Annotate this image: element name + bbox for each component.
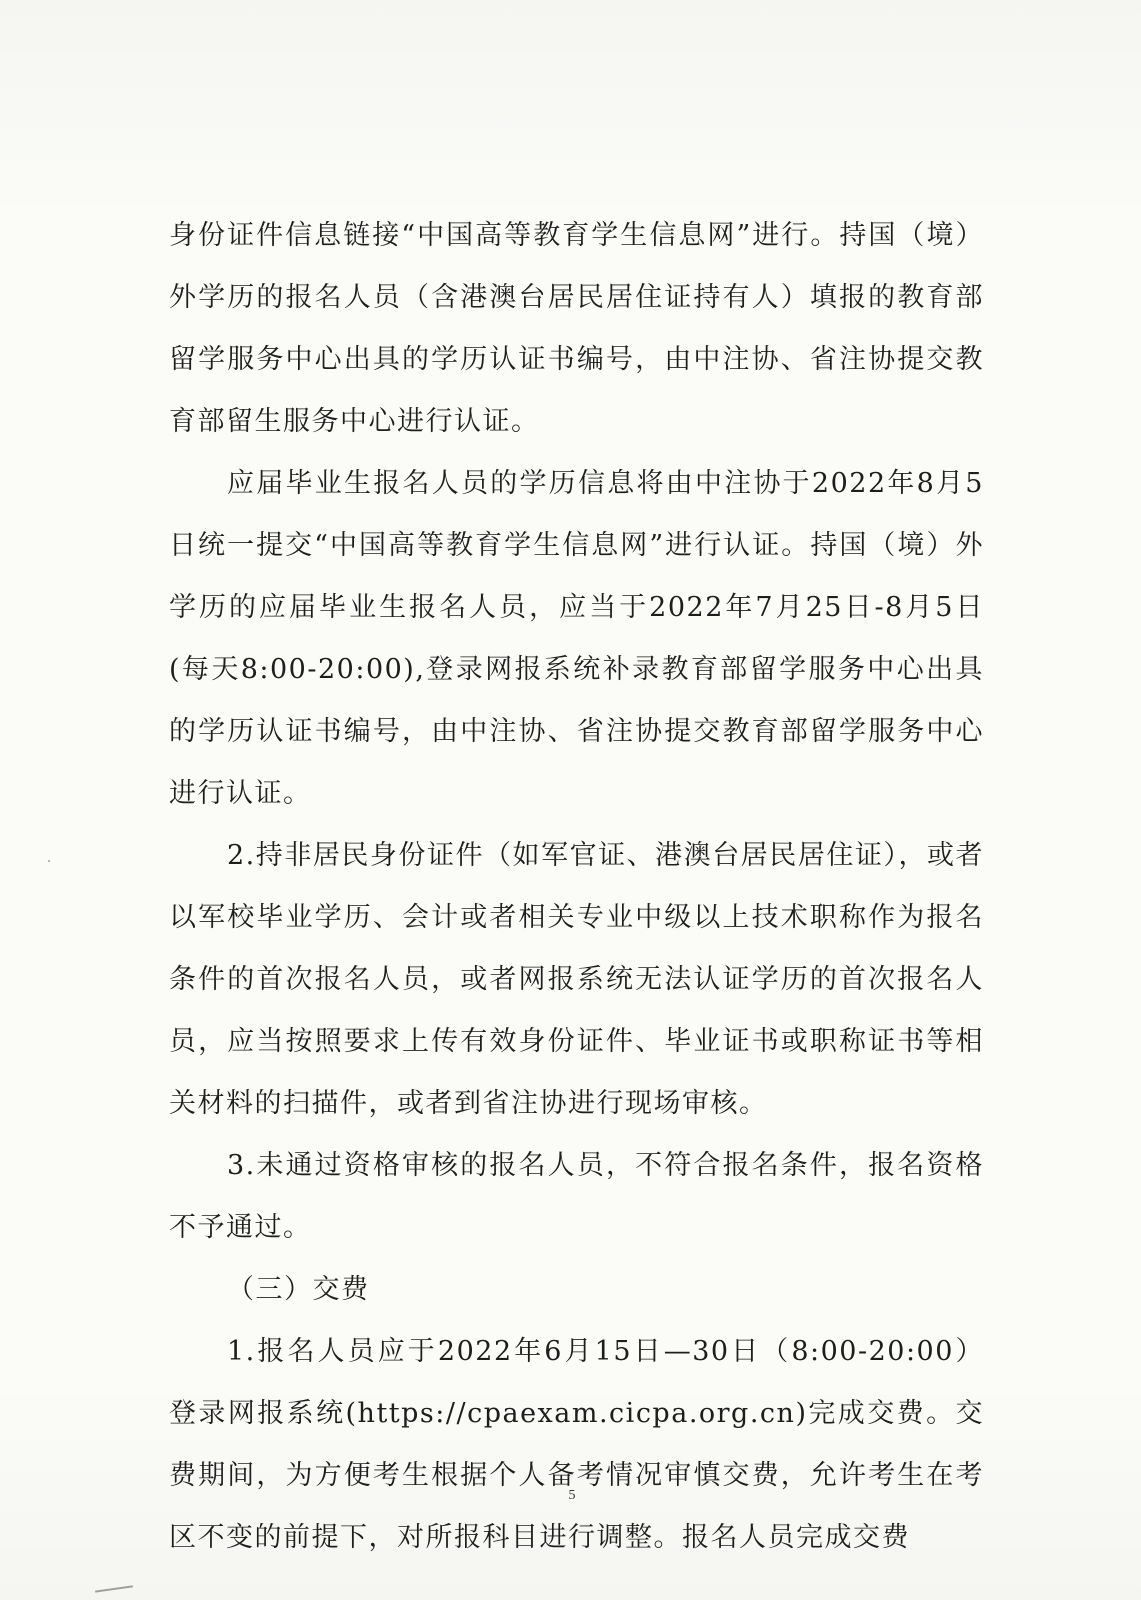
section-heading-fees: （三）交费 [227,1274,370,1305]
paragraph-5: 1.报名人员应于2022年6月15日—30日（8:00-20:00）登录网报系统(https://cpaexam.cicpa.org.cn)完成交费。交费期间，为方便考生根据个人备考情况审慎交费，允许考生在考区不变的前提下，对所报科目进行调整。报名人员完成交费 [169,1336,984,1553]
paragraph-3: 2.持非居民身份证件（如军官证、港澳台居民居住证），或者以军校毕业学历、会计或者相关专业中级以上技术职称作为报名条件的首次报名人员，或者网报系统无法认证学历的首次报名人员，应当按照要求上传有效身份证件、毕业证书或职称证书等相关材料的扫描件，或者到省注协进行现场审核。 [169,840,984,1119]
scan-speck [48,860,50,862]
page-number: 5 [568,1488,576,1503]
paragraph-4: 3.未通过资格审核的报名人员，不符合报名条件，报名资格不予通过。 [169,1150,984,1243]
paragraph-1: 身份证件信息链接“中国高等教育学生信息网”进行。持国（境）外学历的报名人员（含港澳台居民居住证持有人）填报的教育部留学服务中心出具的学历认证书编号，由中注协、省注协提交教育部留生服务中心进行认证。 [169,220,984,437]
document-body [169,205,984,1569]
scan-mark [95,1585,133,1592]
paragraph-2: 应届毕业生报名人员的学历信息将由中注协于2022年8月5日统一提交“中国高等教育学生信息网”进行认证。持国（境）外学历的应届毕业生报名人员，应当于2022年7月25日-8月5日(每天8:00-20:00),登录网报系统补录教育部留学服务中心出具的学历认证书编号，由中注协、省注协提交教育部留学服务中心进行认证。 [169,468,984,809]
